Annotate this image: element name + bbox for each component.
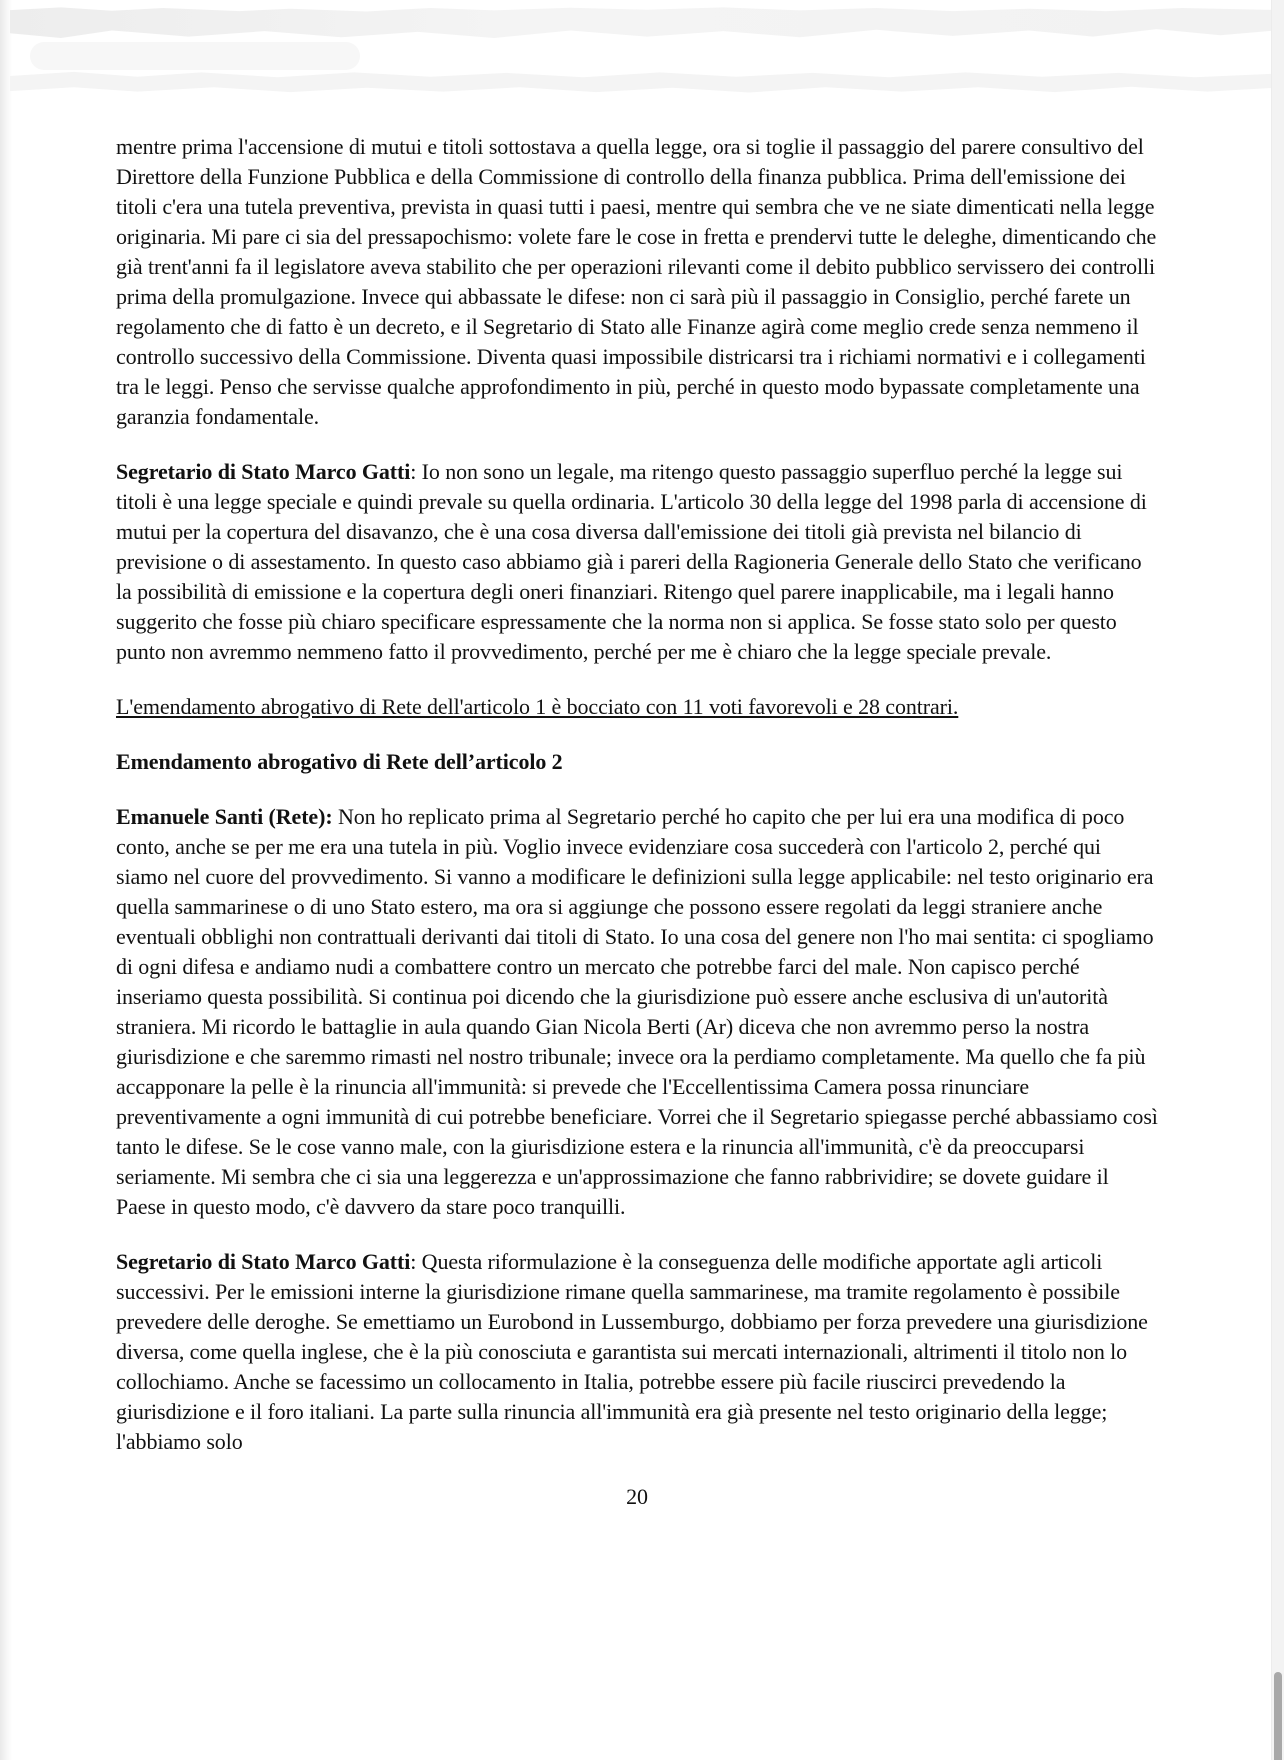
speaker-name: Segretario di Stato Marco Gatti bbox=[116, 1249, 411, 1274]
speech-santi bbox=[116, 802, 1158, 1222]
speaker-name: Emanuele Santi (Rete): bbox=[116, 804, 333, 829]
speech-text: Non ho replicato prima al Segretario perché ho capito che per lui era una modifica di poco conto, anche se per me era una tutela in più. Voglio invece evidenziare cosa succederà con l'articolo 2, perché qui siamo nel cuore del provvedimento. Si vanno a modificare le definizioni sulla legge applicabile: nel testo originario era quella sammarinese o di uno Stato estero, ma ora si aggiunge che possono essere regolati da leggi straniere anche eventuali obblighi non contrattuali derivanti dai titoli di Stato. Io una cosa del genere non l'ho mai sentita: ci spogliamo di ogni difesa e andiamo nudi a combattere contro un mercato che potrebbe farci del male. Non capisco perché inseriamo questa possibilità. Si continua poi dicendo che la giurisdizione può essere anche esclusiva di un'autorità straniera. Mi ricordo le battaglie in aula quando Gian Nicola Berti (Ar) diceva che non avremmo perso la nostra giurisdizione e che saremmo rimasti nel nostro tribunale; invece ora la perdiamo completamente. Ma quello che fa più accapponare la pelle è la rinuncia all'immunità: si prevede che l'Eccellentissima Camera possa rinunciare preventivamente a ogni immunità di cui potrebbe beneficiare. Vorrei che il Segretario spiegasse perché abbassiamo così tanto le difese. Se le cose vanno male, con la giurisdizione estera e la rinuncia all'immunità, c'è da preoccuparsi seriamente. Mi sembra che ci sia una leggerezza e un'approssimazione che fanno rabbrividire; se dovete guidare il Paese in questo modo, c'è davvero da stare poco tranquilli. bbox=[116, 804, 1158, 1219]
page-left-edge-shadow bbox=[0, 0, 12, 1760]
amendment-heading bbox=[116, 747, 1158, 777]
vertical-scrollbar-thumb[interactable] bbox=[1274, 1672, 1282, 1760]
speech-gatti-1 bbox=[116, 457, 1158, 667]
vote-result-text: L'emendamento abrogativo di Rete dell'articolo 1 è bocciato con 11 voti favorevoli e 28 contrari. bbox=[116, 694, 959, 719]
vertical-scrollbar-track[interactable] bbox=[1271, 0, 1284, 1760]
heading-text: Emendamento abrogativo di Rete dell’articolo 2 bbox=[116, 749, 563, 774]
speaker-name: Segretario di Stato Marco Gatti bbox=[116, 459, 411, 484]
document-text-block bbox=[116, 132, 1158, 1512]
page-number bbox=[116, 1482, 1158, 1512]
scan-artifact-blob bbox=[30, 42, 360, 70]
scan-artifact-second-band bbox=[10, 70, 1284, 94]
page-number-text: 20 bbox=[626, 1484, 648, 1509]
continuation-paragraph bbox=[116, 132, 1158, 432]
vote-result-line bbox=[116, 692, 1158, 722]
scan-artifact-top-band bbox=[10, 6, 1284, 40]
speech-gatti-2 bbox=[116, 1247, 1158, 1457]
paragraph-text: mentre prima l'accensione di mutui e titoli sottostava a quella legge, ora si toglie il passaggio del parere consultivo del Direttore della Funzione Pubblica e della Commissione di controllo della finanza pubblica. Prima dell'emissione dei titoli c'era una tutela preventiva, prevista in quasi tutti i paesi, mentre qui sembra che ve ne siate dimenticati nella legge originaria. Mi pare ci sia del pressapochismo: volete fare le cose in fretta e prendervi tutte le deleghe, dimenticando che già trent'anni fa il legislatore aveva stabilito che per operazioni rilevanti come il debito pubblico servissero dei controlli prima della promulgazione. Invece qui abbassate le difese: non ci sarà più il passaggio in Consiglio, perché farete un regolamento che di fatto è un decreto, e il Segretario di Stato alle Finanze agirà come meglio crede senza nemmeno il controllo successivo della Commissione. Diventa quasi impossibile districarsi tra i richiami normativi e i collegamenti tra le leggi. Penso che servisse qualche approfondimento in più, perché in questo modo bypassate completamente una garanzia fondamentale. bbox=[116, 134, 1157, 429]
speech-text: : Io non sono un legale, ma ritengo questo passaggio superfluo perché la legge sui titoli è una legge speciale e quindi prevale su quella ordinaria. L'articolo 30 della legge del 1998 parla di accensione di mutui per la copertura del disavanzo, che è una cosa diversa dall'emissione dei titoli già prevista nel bilancio di previsione o di assestamento. In questo caso abbiamo già i pareri della Ragioneria Generale dello Stato che verificano la possibilità di emissione e la copertura degli oneri finanziari. Ritengo quel parere inapplicabile, ma i legali hanno suggerito che fosse più chiaro specificare espressamente che la norma non si applica. Se fosse stato solo per questo punto non avremmo nemmeno fatto il provvedimento, perché per me è chiaro che la legge speciale prevale. bbox=[116, 459, 1147, 664]
speech-text: : Questa riformulazione è la conseguenza delle modifiche apportate agli articoli successivi. Per le emissioni interne la giurisdizione rimane quella sammarinese, ma tramite regolamento è possibile prevedere delle deroghe. Se emettiamo un Eurobond in Lussemburgo, dobbiamo per forza prevedere una giurisdizione diversa, come quella inglese, che è la più conosciuta e garantista sui mercati internazionali, altrimenti il titolo non lo collochiamo. Anche se facessimo un collocamento in Italia, potrebbe essere più facile riuscirci prevedendo la giurisdizione e il foro italiani. La parte sulla rinuncia all'immunità era già presente nel testo originario della legge; l'abbiamo solo bbox=[116, 1249, 1148, 1454]
